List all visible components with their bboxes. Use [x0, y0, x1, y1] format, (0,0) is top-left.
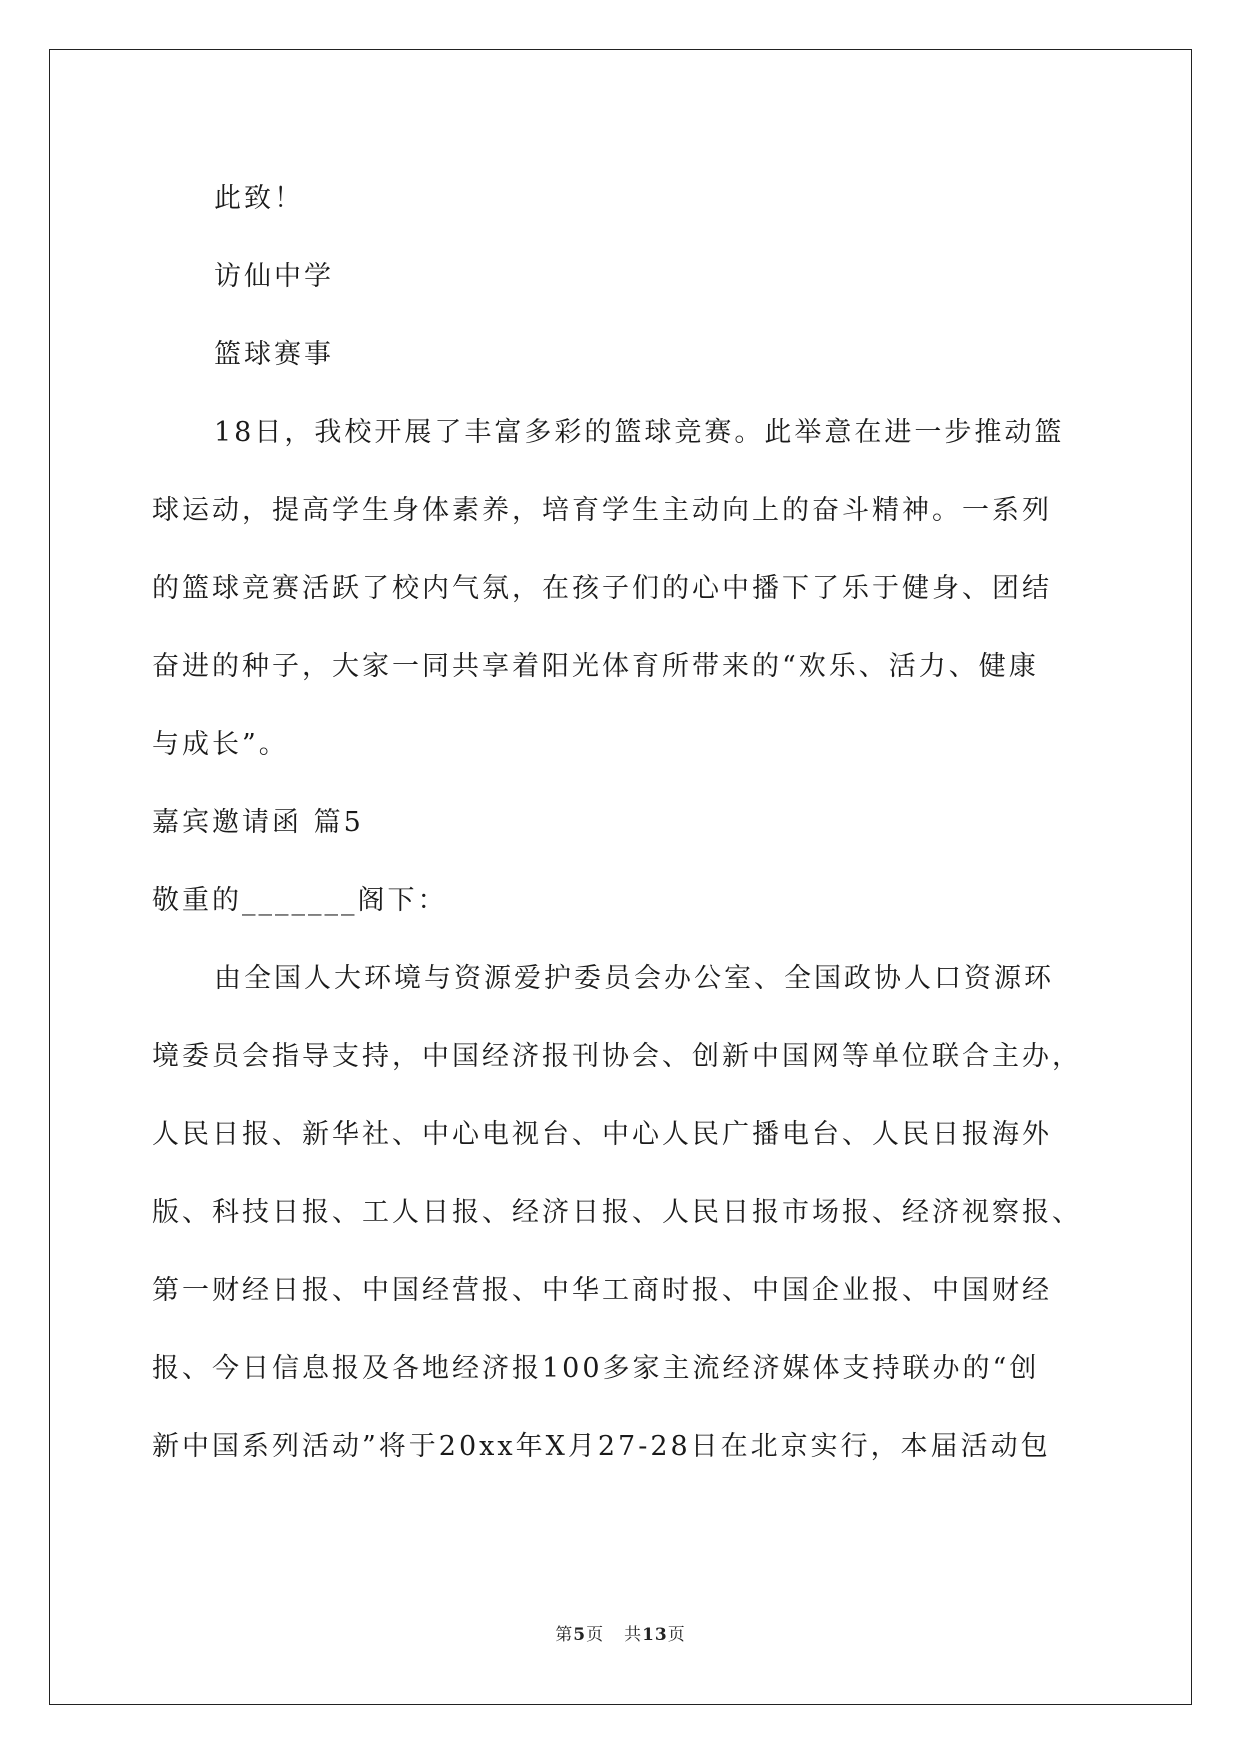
footer-prefix: 第 — [555, 1625, 574, 1645]
footer-page-suffix: 页 — [586, 1625, 605, 1645]
text-line: 的篮球竞赛活跃了校内气氛，在孩子们的心中播下了乐于健身、团结 — [152, 573, 1052, 604]
salutation: 敬重的_______阁下： — [152, 885, 448, 916]
text-line: 此致！ — [214, 183, 304, 214]
page-footer — [0, 1620, 1241, 1645]
document-body — [152, 160, 1112, 1486]
text-line: 第一财经日报、中国经营报、中华工商时报、中国企业报、中国财经 — [152, 1275, 1052, 1306]
text-line: 由全国人大环境与资源爱护委员会办公室、全国政协人口资源环 — [214, 963, 1054, 994]
footer-total-suffix: 页 — [667, 1625, 686, 1645]
page-number: 5 — [573, 1625, 587, 1645]
text-line: 人民日报、新华社、中心电视台、中心人民广播电台、人民日报海外 — [152, 1119, 1052, 1150]
text-line: 18日，我校开展了丰富多彩的篮球竞赛。此举意在进一步推动篮 — [214, 417, 1065, 448]
text-line: 新中国系列活动”将于20xx年X月27-28日在北京实行，本届活动包 — [152, 1431, 1051, 1462]
text-line: 篮球赛事 — [214, 339, 334, 370]
text-line: 球运动，提高学生身体素养，培育学生主动向上的奋斗精神。一系列 — [152, 495, 1052, 526]
text-line: 与成长”。 — [152, 729, 289, 760]
footer-total-prefix: 共 — [624, 1625, 643, 1645]
text-line: 报、今日信息报及各地经济报100多家主流经济媒体支持联办的“创 — [152, 1353, 1040, 1384]
text-line: 版、科技日报、工人日报、经济日报、人民日报市场报、经济视察报、 — [152, 1197, 1082, 1228]
text-line: 奋进的种子，大家一同共享着阳光体育所带来的“欢乐、活力、健康 — [152, 651, 1039, 682]
text-line: 访仙中学 — [214, 261, 334, 292]
section-heading: 嘉宾邀请函 篇5 — [152, 807, 364, 838]
total-pages: 13 — [642, 1625, 668, 1645]
text-line: 境委员会指导支持，中国经济报刊协会、创新中国网等单位联合主办， — [152, 1041, 1082, 1072]
